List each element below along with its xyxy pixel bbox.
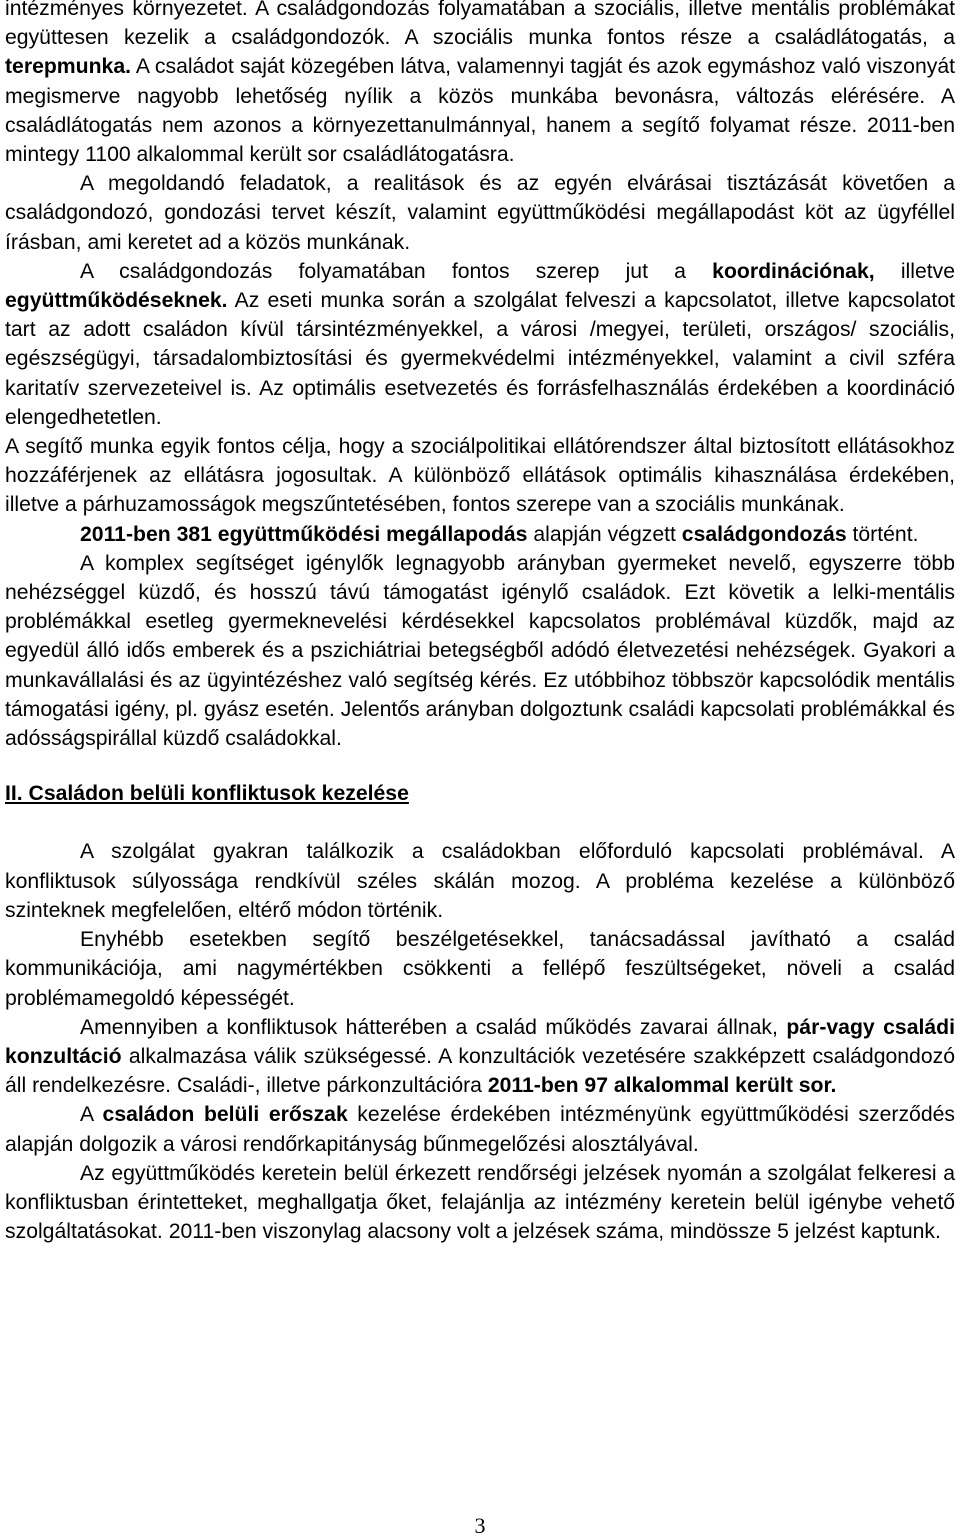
paragraph	[5, 257, 955, 432]
paragraph	[5, 169, 955, 257]
text-run: Amennyiben a konfliktusok hátterében a család működés zavarai állnak,	[80, 1015, 787, 1039]
paragraph	[5, 549, 955, 753]
bold-text-run: terepmunka.	[5, 55, 131, 79]
text-run: Az együttműködés keretein belül érkezett rendőrségi jelzések nyomán a szolgálat felkeresi a konfliktusban érintetteket, meghallgatja őket, felajánlja az intézmény keretein belül igénybe vehető szolgáltatásokat. 2011-ben viszonylag alacsony volt a jelzések száma, mindössze 5 jelzést kaptunk.	[5, 1161, 955, 1244]
bold-text-run: 2011-ben 97 alkalommal került sor.	[487, 1074, 837, 1098]
paragraph	[5, 0, 955, 169]
text-run: illetve	[874, 259, 956, 283]
section-heading: II. Családon belüli konfliktusok kezelése	[5, 782, 409, 806]
text-run: A	[80, 1103, 103, 1127]
section-body-part2	[5, 837, 955, 1246]
bold-text-run: családon belüli erőszak	[102, 1103, 348, 1127]
section-body-part1	[5, 0, 955, 753]
text-run: történt.	[846, 522, 919, 546]
text-run: A komplex segítséget igénylők legnagyobb arányban gyermeket nevelő, egyszerre több nehézséggel küzdő, és hosszú távú támogatást igénylő családok. Ezt követik a lelki-mentális problémákkal esetleg gyermeknevelési kérdésekkel kapcsolatos problémával küzdők, majd az egyedül álló idős emberek és a pszichiátriai betegségből adódó életvezetési nehézségek. Gyakori a munkavállalási és az ügyintézéshez való segítség kérés. Ez utóbbihoz többször kapcsolódik mentális támogatási igény, pl. gyász esetén. Jelentős arányban dolgoztunk családi kapcsolati problémákkal és adósságspirállal küzdő családokkal.	[5, 551, 955, 751]
paragraph	[5, 925, 955, 1013]
paragraph	[5, 837, 955, 925]
text-run: alapján végzett	[527, 522, 682, 546]
text-run: alkalmazása válik szükségessé. A konzultációk vezetésére szakképzett családgondozó áll rendelkezésre. Családi-, illetve párkonzultációra	[5, 1044, 955, 1098]
bold-text-run: koordinációnak,	[712, 259, 875, 283]
paragraph	[5, 520, 955, 549]
paragraph	[5, 432, 955, 520]
text-run: intézményes környezetet. A családgondozás folyamatában a szociális, illetve mentális problémákat együttesen kezelik a családgondozók. A szociális munka fontos része a családlátogatás, a	[5, 0, 955, 50]
text-run: kezelése érdekében intézményünk együttműködési szerződés alapján dolgozik a városi rendőrkapitányság bűnmegelőzési alosztályával.	[5, 1103, 955, 1156]
bold-text-run: 2011-ben 381 együttműködési megállapodás	[80, 522, 528, 546]
text-run: A családot saját közegében látva, valamennyi tagját és azok egymáshoz való viszonyát megismerve nagyobb lehetőség nyílik a közös munkába bevonásra, változás elérésére. A családlátogatás nem azonos a környezettanulmánnyal, hanem a segítő folyamat része. 2011-ben mintegy 1100 alkalommal került sor családlátogatásra.	[5, 55, 955, 167]
page-number: 3	[474, 1513, 486, 1538]
text-run: A szolgálat gyakran találkozik a családokban előforduló kapcsolati problémával. A konfliktusok súlyossága rendkívül széles skálán mozog. A probléma kezelése a különböző szinteknek megfelelően, eltérő módon történik.	[5, 840, 955, 922]
text-run: A segítő munka egyik fontos célja, hogy a szociálpolitikai ellátórendszer által biztosított ellátásokhoz hozzáférjenek az ellátásra jogosultak. A különböző ellátások optimális kihasználása érdekében, illetve a párhuzamosságok megszűntetésében, fontos szerepe van a szociális munkának.	[5, 435, 955, 517]
text-run: Enyhébb esetekben segítő beszélgetésekkel, tanácsadással javítható a család kommunikációja, ami nagymértékben csökkenti a fellépő feszültségeket, növeli a család problémamegoldó képességét.	[5, 928, 955, 1010]
text-run: A családgondozás folyamatában fontos szerep jut a	[80, 259, 713, 283]
text-run: Az eseti munka során a szolgálat felveszi a kapcsolatot, illetve kapcsolatot tart az adott családon kívül társintézményekkel, a városi /megyei, területi, országos/ szociális, egészségügyi, társadalombiztosítási és gyermekvédelmi intézményekkel, valamint a civil szféra karitatív szervezeteivel is. Az optimális esetvezetés és forrásfelhasználás érdekében a koordináció elengedhetetlen.	[5, 289, 955, 429]
document-page	[5, 0, 955, 1246]
paragraph	[5, 1159, 955, 1247]
bold-text-run: családgondozás	[681, 522, 847, 546]
bold-text-run: együttműködéseknek.	[5, 289, 228, 313]
paragraph	[5, 1013, 955, 1101]
text-run: A megoldandó feladatok, a realitások és az egyén elvárásai tisztázását követően a családgondozó, gondozási tervet készít, valamint együttműködési megállapodást köt az ügyféllel írásban, ami keretet ad a közös munkának.	[5, 172, 955, 254]
bold-text-run: pár-vagy családi konzultáció	[5, 1015, 955, 1068]
paragraph	[5, 1100, 955, 1158]
